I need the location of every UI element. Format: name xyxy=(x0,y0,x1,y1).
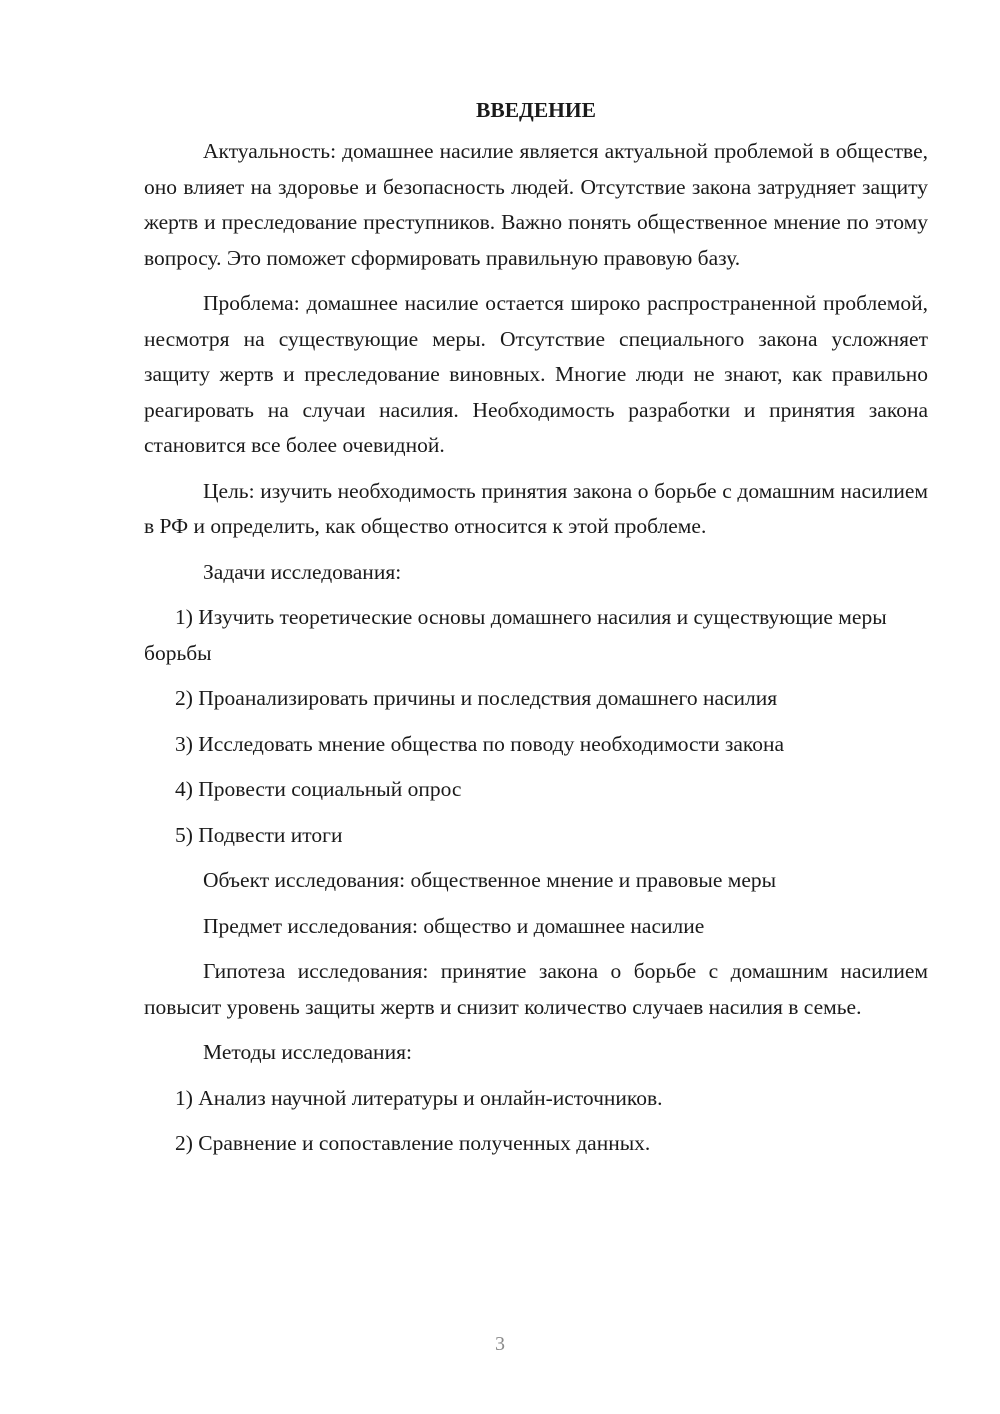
hypothesis-paragraph: Гипотеза исследования: принятие закона о борьбе с домашним насилием повысит уровень защиты жертв и снизит количество случаев насилия в семье. xyxy=(144,959,928,1019)
task-item: 2) Проанализировать причины и последствия домашнего насилия xyxy=(175,686,778,710)
problem-paragraph: Проблема: домашнее насилие остается широко распространенной проблемой, несмотря на существующие меры. Отсутствие специального закона усложняет защиту жертв и преследование виновных. Многие люди не знают, как правильно реагировать на случаи насилия. Необходимость разработки и принятия закона становится все более очевидной. xyxy=(144,291,928,457)
page-number: 3 xyxy=(495,1333,505,1355)
method-item: 2) Сравнение и сопоставление полученных данных. xyxy=(175,1131,651,1155)
research-subject: Предмет исследования: общество и домашнее насилие xyxy=(203,913,705,938)
tasks-title: Задачи исследования: xyxy=(203,559,402,584)
tasks-list xyxy=(144,600,928,853)
task-item: 1) Изучить теоретические основы домашнего насилия и существующие меры борьбы xyxy=(144,605,887,665)
methods-title: Методы исследования: xyxy=(203,1040,412,1064)
goal-paragraph: Цель: изучить необходимость принятия закона о борьбе с домашним насилием в РФ и определить, как общество относится к этой проблеме. xyxy=(144,478,928,538)
task-item: 3) Исследовать мнение общества по поводу необходимости закона xyxy=(175,731,785,756)
task-item: 4) Провести социальный опрос xyxy=(175,777,462,801)
research-object: Объект исследования: общественное мнение и правовые меры xyxy=(203,868,777,892)
section-heading: ВВЕДЕНИЕ xyxy=(476,98,596,122)
method-item: 1) Анализ научной литературы и онлайн-источников. xyxy=(175,1085,663,1110)
page-content xyxy=(144,96,928,1172)
task-item: 5) Подвести итоги xyxy=(175,822,343,847)
relevance-paragraph: Актуальность: домашнее насилие является актуальной проблемой в обществе, оно влияет на здоровье и безопасность людей. Отсутствие закона затрудняет защиту жертв и преследование преступников. Важно понять общественное мнение по этому вопросу. Это поможет сформировать правильную правовую базу. xyxy=(144,139,928,270)
methods-list xyxy=(144,1081,928,1162)
